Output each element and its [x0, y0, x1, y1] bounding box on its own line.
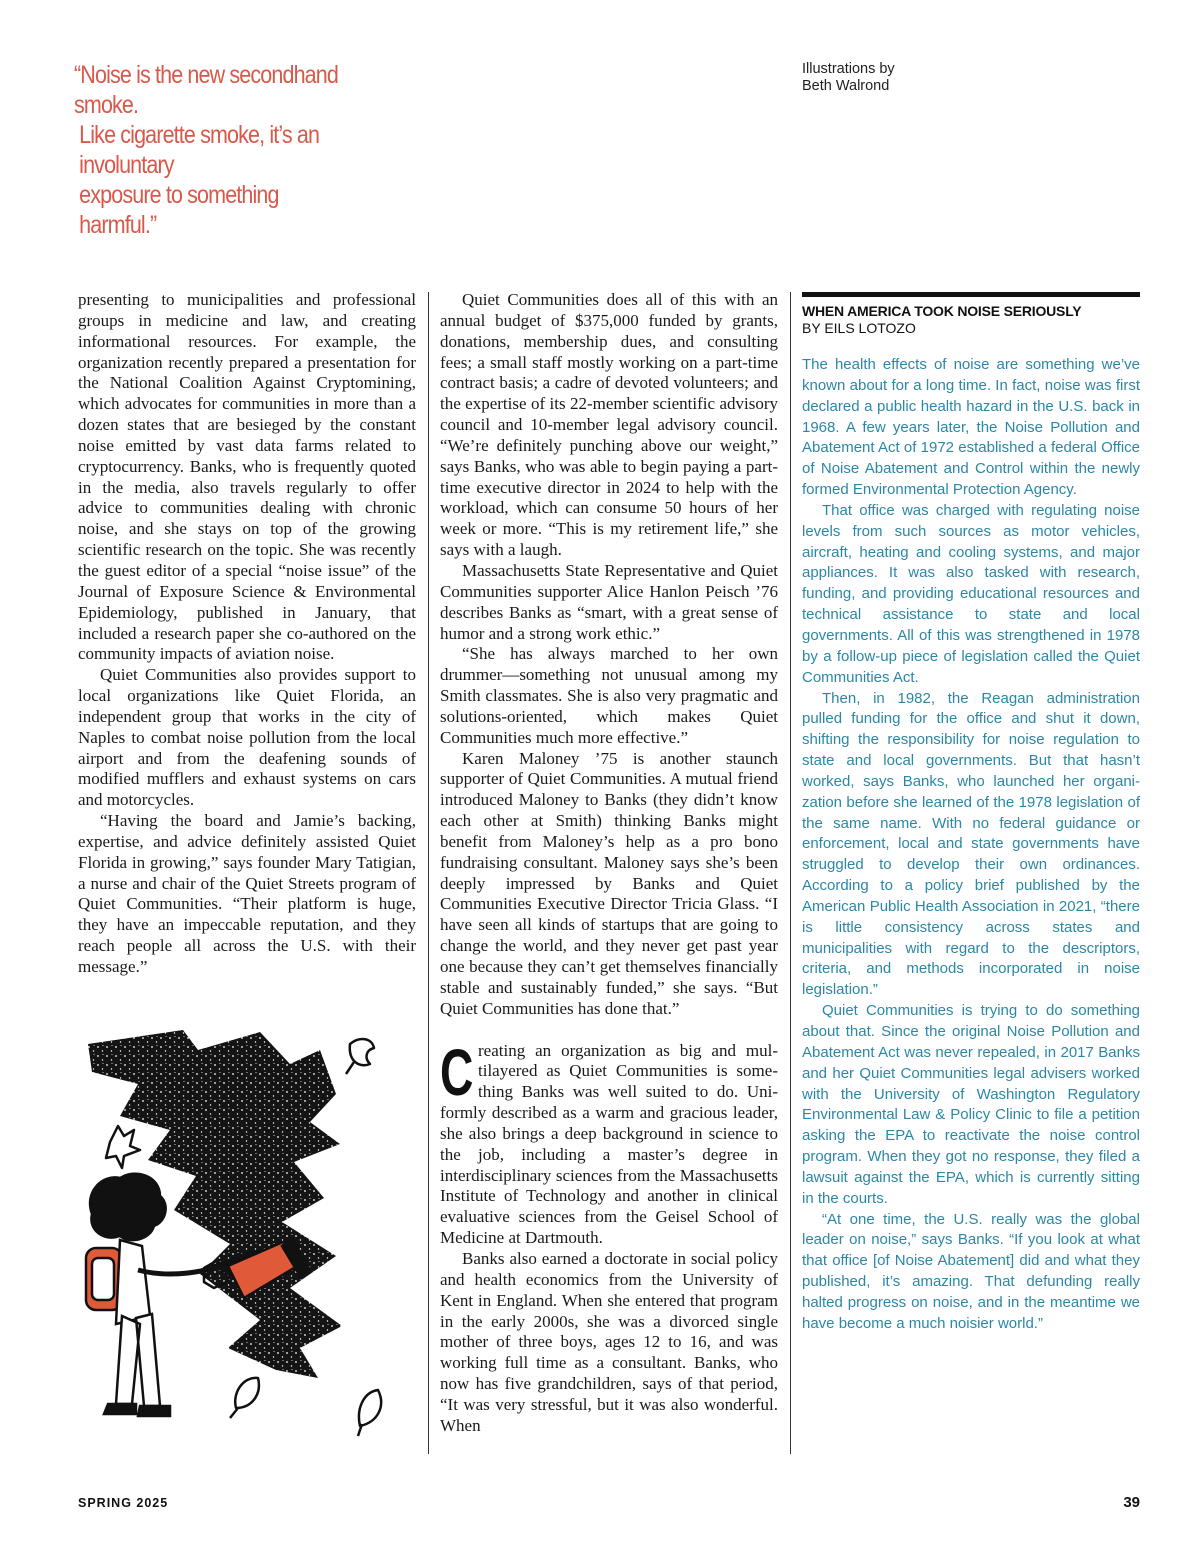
sidebar-byline: BY EILS LOTOZO [802, 320, 916, 336]
illustration-credit [802, 61, 895, 95]
article-paragraph: Quiet Communities also provides support to local organizations like Quiet Florida, an independent group that works in the city of Naples to combat noise pollution from the local airport and from the deafening sounds of modified mufflers and exhaust systems on cars and motorcycles. [78, 665, 416, 810]
section-opening-paragraph [440, 1034, 778, 1249]
pull-quote-line: exposure to something harmful.” [79, 181, 279, 239]
leaf-icon [106, 1126, 140, 1168]
article-paragraph: “She has always marched to her own drummer—something not unusual among my Smith classmates. She is also very pragmatic and solutions-oriented, which makes Quiet Communities much more effective.” [440, 644, 778, 747]
sidebar-paragraph: The health effects of noise are something we’ve known about for a long time. In fact, noise was first declared a public health hazard in the U.S. back in 1968. A few years later, the Noise Pollution and Abatement Act of 1972 established a federal Office of Noise Abatement and Control within the newly formed Environmental Protection Agency. [802, 356, 1140, 499]
dropcap-paragraph-text: reating an organization as big and multilayered as Quiet Communities is something Banks was well suited to do. Uniformly described as a warm and gracious leader, she also brings a deep background in science to the job, including a master’s degree in interdisciplinary sciences from the Massachusetts Institute of Technology and another in clinical evaluative sciences from the Geisel School of Medicine at Dartmouth. [440, 1040, 778, 1248]
drop-cap: C [440, 1034, 474, 1109]
issue-label: SPRING 2025 [78, 1496, 169, 1510]
page-number: 39 [1123, 1494, 1140, 1511]
sidebar-heading: WHEN AMERICA TOOK NOISE SERIOUSLY [802, 303, 1082, 319]
leaf-icon [230, 1378, 259, 1418]
credit-line: Beth Walrond [802, 78, 890, 94]
pull-quote-line: “Noise is the new secondhand smoke. [74, 61, 338, 119]
pull-quote [74, 60, 358, 240]
credit-line: Illustrations by [802, 61, 895, 77]
leaf-icon [358, 1390, 381, 1436]
article-paragraph: Massachusetts State Representative and Quiet Communities supporter Alice Hanlon Peisch ’76 describes Banks as “smart, with a great sense of humor and a strong work ethic.” [440, 560, 778, 643]
pull-quote-line: Like cigarette smoke, it’s an involuntary [79, 121, 320, 179]
sidebar-paragraph: Then, in 1982, the Reagan administration pulled funding for the office and shut it down, shifting the responsibility for noise regulation to state and local governments. But that hasn’t worked, says Banks, who launched her organization before she learned of the 1978 legislation of the same name. With no federal guidance or enforcement, local and state governments have struggled to develop their own ordinances. According to a policy brief published by the American Public Health Association in 2021, “there is little consistency across states and municipalities with regard to the descriptors, criteria, and methods incorporated in noise legislation.” [802, 689, 1140, 999]
leaf-blower-illustration [78, 1026, 418, 1458]
sidebar-paragraph: Quiet Communities is trying to do something about that. Since the original Noise Pollution and Abatement Act was never repealed, in 2017 Banks and her Quiet Communities legal advisers worked with the University of Washington Regulatory Environmental Law & Policy Clinic to file a petition asking the EPA to reactivate the noise control program. When they got no response, they filed a lawsuit against the EPA, which is currently sitting in the courts. [802, 1002, 1140, 1207]
article-paragraph: Quiet Communities does all of this with an annual budget of $375,000 funded by grants, donations, membership dues, and consulting fees; a small staff mostly working on a part-time contract basis; a cadre of devoted volunteers; and the expertise of its 22-member scientific advisory council and 10-member legal advisory council. “We’re definitely punching above our weight,” says Banks, who was able to begin paying a part-time executive director in 2024 to help with the workload, which can consume 50 hours of her week or more. “This is my retirement life,” she says with a laugh. [440, 290, 778, 560]
column-divider [790, 292, 791, 1454]
article-paragraph: Banks also earned a doctorate in social policy and health economics from the University of Kent in England. When she entered that program in the early 2000s, she was a divorced single mother of three boys, ages 12 to 16, and was working full time as a consultant. Banks, who now has five grandchildren, says of that period, “It was very stressful, but it was also wonderful. When [440, 1248, 778, 1435]
leaf-icon [346, 1039, 374, 1074]
column-divider [428, 292, 429, 1454]
article-column-1 [78, 290, 416, 978]
sidebar [802, 292, 1140, 1335]
article-paragraph: “Having the board and Jamie’s backing, expertise, and advice definitely assisted Quiet Florida in growing,” says founder Mary Tatigian, a nurse and chair of the Quiet Streets program of Quiet Communities. “Their platform is huge, they have an impeccable reputation, and they reach people all across the U.S. with their message.” [78, 811, 416, 976]
sidebar-top-rule [802, 292, 1140, 297]
sidebar-paragraph: “At one time, the U.S. really was the global leader on noise,” says Banks. “If you look at what that office [of Noise Abatement] did and what they published, it’s amazing. That defunding really halted progress on noise, and in the meantime we have become a much noisier world.” [802, 1210, 1140, 1332]
article-paragraph: Karen Maloney ’75 is another staunch supporter of Quiet Communities. A mutual friend introduced Maloney to Banks (they didn’t know each other at Smith) thinking Banks might benefit from Maloney’s help as a pro bono fundraising consultant. Maloney says she’s been deeply impressed by Banks and Quiet Communities Executive Director Tricia Glass. “I have seen all kinds of startups that are going to change the world, and they never get past year one because they can’t get themselves financially stable and sustainably funded,” she says. “But Quiet Communities has done that.” [440, 748, 778, 1018]
sidebar-paragraph: That office was charged with regulating noise levels from such sources as motor vehicles, aircraft, heating and cooling systems, and major appliances. It was also tasked with research, funding, and providing educational resources and technical assistance to state and local governments. All of this was strengthened in 1978 by a follow-up piece of legislation called the Quiet Communities Act. [802, 501, 1140, 686]
article-paragraph: presenting to municipalities and professional groups in medicine and law, and creating informational resources. For example, the organization recently prepared a presentation for the National Coalition Against Cryptomining, which advocates for communities in more than a dozen states that are besieged by the constant noise emitted by vast data farms related to cryptocurrency. Banks, who is frequently quoted in the media, also travels regularly to offer advice to communities dealing with chronic noise, and she stays on top of the growing scientific research on the topic. She was recently the guest editor of a special “noise issue” of the Journal of Exposure Science & Environmental Epidemiology, published in January, that included a research paper she co-authored on the community impacts of aviation noise. [78, 290, 416, 664]
article-column-2 [440, 290, 778, 1437]
